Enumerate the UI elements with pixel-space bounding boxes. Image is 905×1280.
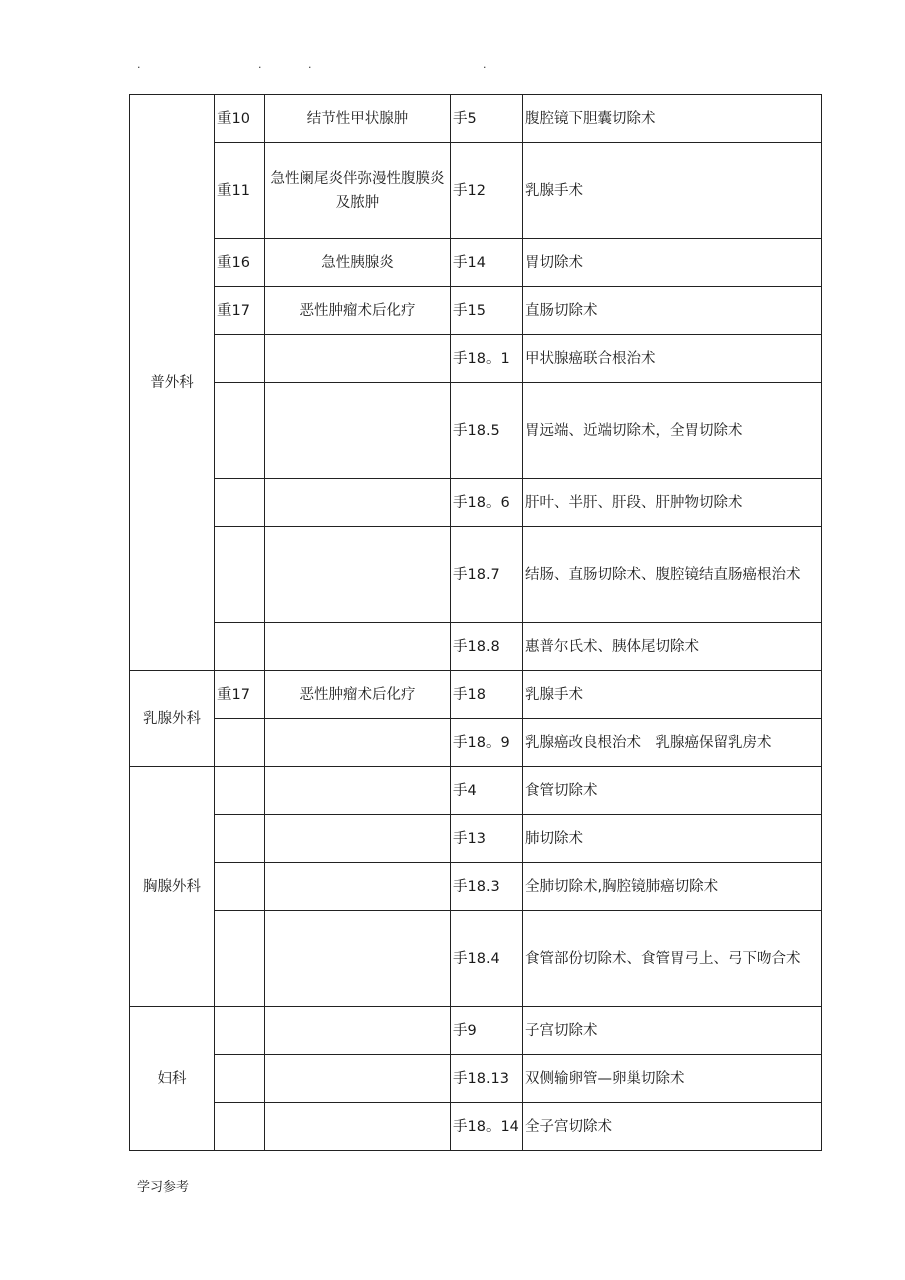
department-cell: 妇科: [130, 1007, 215, 1151]
diagnosis-code: [215, 479, 265, 527]
surgery-name: 双侧输卵管—卵巢切除术: [523, 1055, 822, 1103]
table-row: [130, 1007, 822, 1055]
surgery-code: 手4: [451, 767, 523, 815]
table-row: [130, 815, 822, 863]
department-cell: 胸腺外科: [130, 767, 215, 1007]
header-mark: .: [137, 58, 141, 71]
diagnosis-code: 重16: [215, 239, 265, 287]
diagnosis-name: [265, 527, 451, 623]
header-mark: .: [258, 58, 262, 71]
surgery-code: 手18: [451, 671, 523, 719]
diagnosis-code: 重11: [215, 143, 265, 239]
surgery-name: 结肠、直肠切除术、腹腔镜结直肠癌根治术: [523, 527, 822, 623]
diagnosis-name: [265, 815, 451, 863]
table-row: [130, 143, 822, 239]
diagnosis-name: [265, 479, 451, 527]
diagnosis-name: [265, 335, 451, 383]
diagnosis-name: [265, 383, 451, 479]
table-row: [130, 623, 822, 671]
surgery-name: 胃远端、近端切除术，全胃切除术: [523, 383, 822, 479]
diagnosis-code: [215, 527, 265, 623]
surgery-name: 腹腔镜下胆囊切除术: [523, 95, 822, 143]
diagnosis-code: [215, 767, 265, 815]
surgery-code: 手15: [451, 287, 523, 335]
header-mark: .: [483, 58, 487, 71]
diagnosis-code: 重10: [215, 95, 265, 143]
surgery-name: 全肺切除术,胸腔镜肺癌切除术: [523, 863, 822, 911]
table-row: [130, 335, 822, 383]
diagnosis-name: 恶性肿瘤术后化疗: [265, 671, 451, 719]
surgery-table: [129, 94, 822, 1151]
diagnosis-code: [215, 911, 265, 1007]
surgery-code: 手18。1: [451, 335, 523, 383]
diagnosis-name: [265, 863, 451, 911]
diagnosis-name: 恶性肿瘤术后化疗: [265, 287, 451, 335]
table-row: [130, 527, 822, 623]
diagnosis-code: [215, 1103, 265, 1151]
surgery-code: 手18.3: [451, 863, 523, 911]
table-row: [130, 719, 822, 767]
surgery-name: 食管切除术: [523, 767, 822, 815]
surgery-name: 乳腺癌改良根治术 乳腺癌保留乳房术: [523, 719, 822, 767]
diagnosis-code: [215, 1055, 265, 1103]
surgery-code: 手18.13: [451, 1055, 523, 1103]
surgery-name: 甲状腺癌联合根治术: [523, 335, 822, 383]
surgery-code: 手9: [451, 1007, 523, 1055]
department-cell: 普外科: [130, 95, 215, 671]
table-row: [130, 1103, 822, 1151]
surgery-code: 手18.7: [451, 527, 523, 623]
table-row: [130, 911, 822, 1007]
diagnosis-name: 结节性甲状腺肿: [265, 95, 451, 143]
surgery-code: 手14: [451, 239, 523, 287]
table-row: [130, 95, 822, 143]
diagnosis-name: [265, 911, 451, 1007]
table-row: [130, 287, 822, 335]
header-mark: .: [308, 58, 312, 71]
surgery-name: 全子宫切除术: [523, 1103, 822, 1151]
surgery-code: 手18.5: [451, 383, 523, 479]
diagnosis-code: [215, 863, 265, 911]
diagnosis-name: [265, 1055, 451, 1103]
diagnosis-name: [265, 767, 451, 815]
diagnosis-code: [215, 335, 265, 383]
surgery-code: 手5: [451, 95, 523, 143]
diagnosis-name: 急性胰腺炎: [265, 239, 451, 287]
diagnosis-code: 重17: [215, 671, 265, 719]
diagnosis-code: [215, 383, 265, 479]
surgery-code: 手18。14: [451, 1103, 523, 1151]
diagnosis-name: [265, 1007, 451, 1055]
surgery-code: 手18.4: [451, 911, 523, 1007]
surgery-name: 直肠切除术: [523, 287, 822, 335]
surgery-name: 子宫切除术: [523, 1007, 822, 1055]
diagnosis-code: [215, 719, 265, 767]
diagnosis-code: [215, 623, 265, 671]
surgery-code: 手13: [451, 815, 523, 863]
surgery-name: 胃切除术: [523, 239, 822, 287]
surgery-code: 手18。9: [451, 719, 523, 767]
table-row: [130, 239, 822, 287]
table-row: [130, 671, 822, 719]
table-row: [130, 863, 822, 911]
header-marks: [0, 58, 905, 72]
surgery-code: 手18。6: [451, 479, 523, 527]
diagnosis-name: [265, 719, 451, 767]
table-row: [130, 767, 822, 815]
diagnosis-code: [215, 815, 265, 863]
surgery-code: 手12: [451, 143, 523, 239]
diagnosis-name: 急性阑尾炎伴弥漫性腹膜炎及脓肿: [265, 143, 451, 239]
surgery-code: 手18.8: [451, 623, 523, 671]
surgery-name: 乳腺手术: [523, 671, 822, 719]
footer-text: 学习参考: [137, 1180, 190, 1195]
table-row: [130, 383, 822, 479]
table-row: [130, 479, 822, 527]
surgery-name: 肺切除术: [523, 815, 822, 863]
table-row: [130, 1055, 822, 1103]
surgery-name: 乳腺手术: [523, 143, 822, 239]
diagnosis-code: 重17: [215, 287, 265, 335]
surgery-name: 惠普尔氏术、胰体尾切除术: [523, 623, 822, 671]
department-cell: 乳腺外科: [130, 671, 215, 767]
diagnosis-name: [265, 1103, 451, 1151]
surgery-name: 食管部份切除术、食管胃弓上、弓下吻合术: [523, 911, 822, 1007]
diagnosis-code: [215, 1007, 265, 1055]
surgery-name: 肝叶、半肝、肝段、肝肿物切除术: [523, 479, 822, 527]
diagnosis-name: [265, 623, 451, 671]
